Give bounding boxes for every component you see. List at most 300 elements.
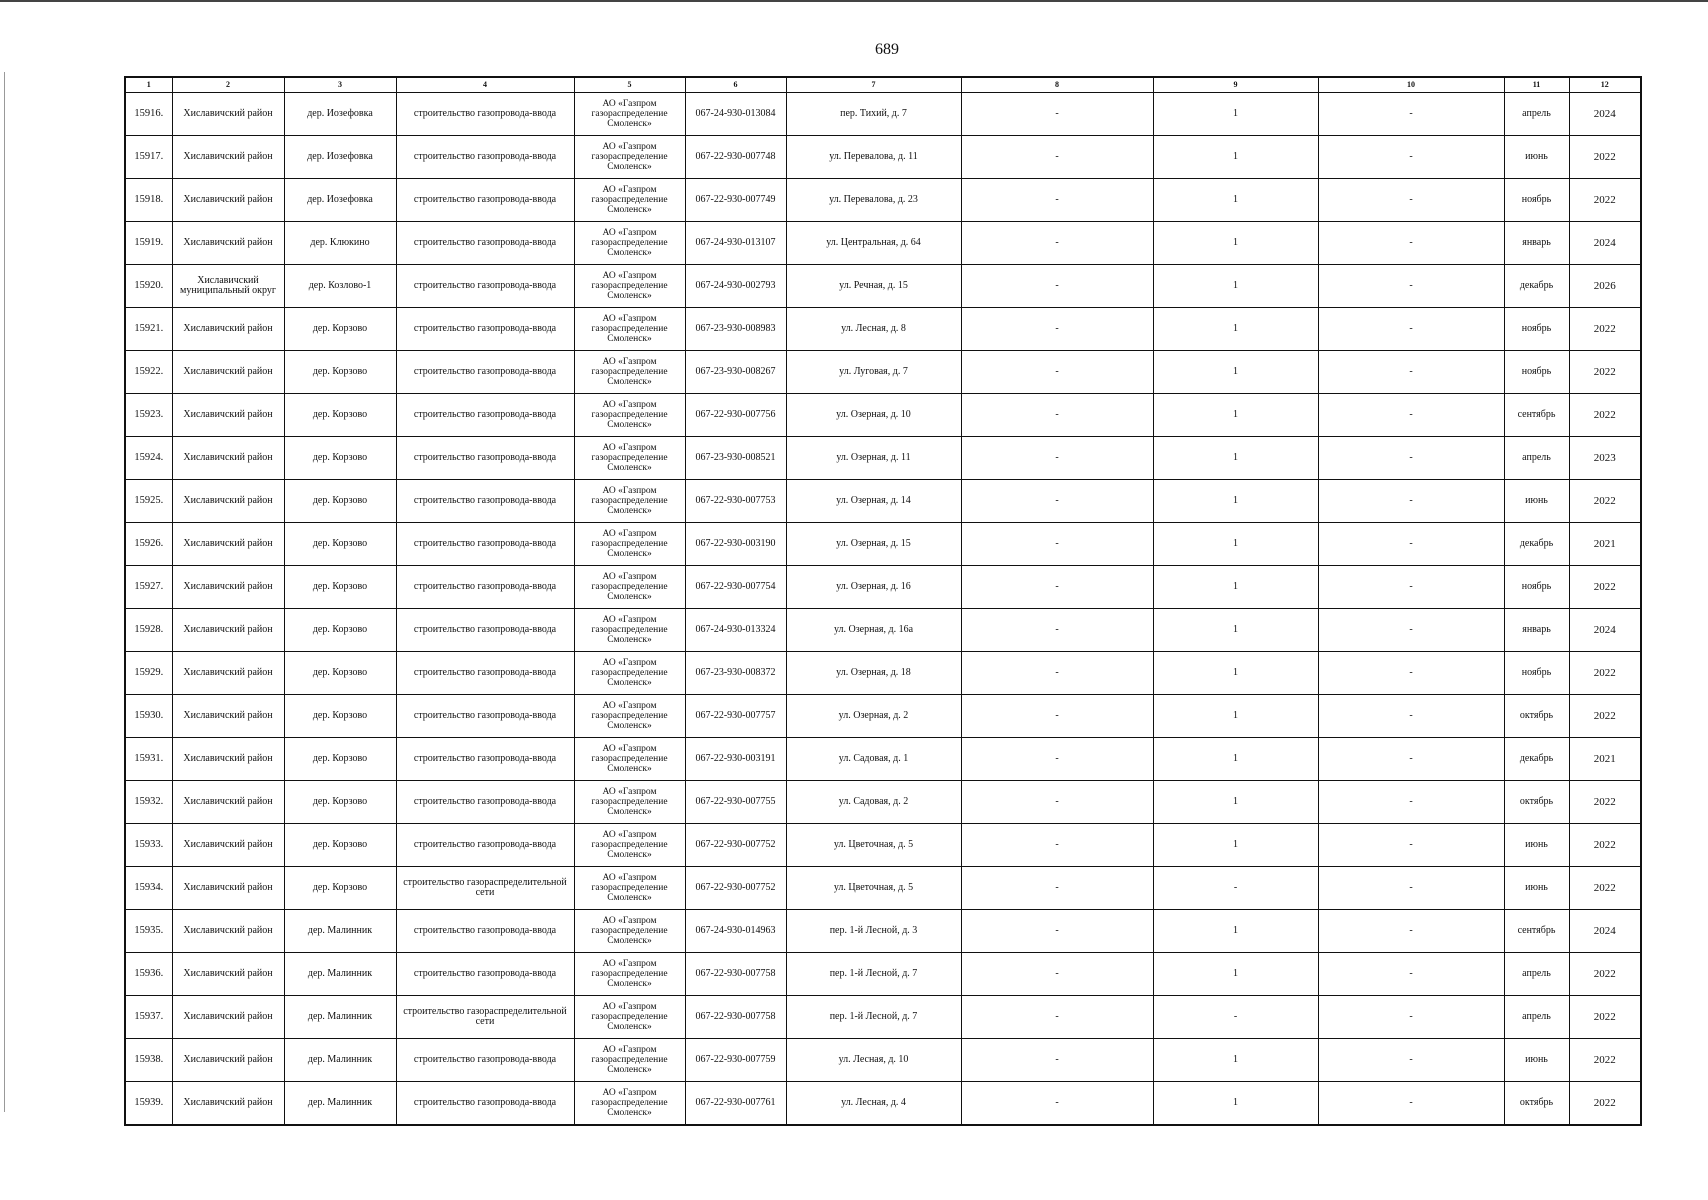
- month-cell: ноябрь: [1504, 652, 1569, 695]
- object-code-cell: 067-22-930-007761: [685, 1082, 786, 1126]
- address-cell: пер. 1-й Лесной, д. 7: [786, 996, 961, 1039]
- col8-cell: -: [961, 609, 1153, 652]
- address-cell: пер. 1-й Лесной, д. 7: [786, 953, 961, 996]
- settlement-cell: дер. Клюкино: [284, 222, 396, 265]
- col8-cell: -: [961, 996, 1153, 1039]
- address-cell: ул. Цветочная, д. 5: [786, 867, 961, 910]
- col10-cell: -: [1318, 652, 1504, 695]
- object-code-cell: 067-22-930-007748: [685, 136, 786, 179]
- year-cell: 2024: [1569, 222, 1641, 265]
- month-cell: ноябрь: [1504, 351, 1569, 394]
- district-cell: Хиславичский район: [172, 480, 284, 523]
- district-cell: Хиславичский район: [172, 824, 284, 867]
- col9-cell: 1: [1153, 351, 1318, 394]
- col9-cell: 1: [1153, 222, 1318, 265]
- col8-cell: -: [961, 781, 1153, 824]
- col9-cell: 1: [1153, 480, 1318, 523]
- table-row: [125, 1039, 1641, 1082]
- table-row: [125, 953, 1641, 996]
- table-row: [125, 996, 1641, 1039]
- work-type-cell: строительство газопровода-ввода: [396, 953, 574, 996]
- col9-cell: 1: [1153, 738, 1318, 781]
- object-code-cell: 067-22-930-003191: [685, 738, 786, 781]
- settlement-cell: дер. Корзово: [284, 308, 396, 351]
- district-cell: Хиславичский район: [172, 437, 284, 480]
- year-cell: 2022: [1569, 996, 1641, 1039]
- col8-cell: -: [961, 437, 1153, 480]
- settlement-cell: дер. Корзово: [284, 394, 396, 437]
- col10-cell: -: [1318, 781, 1504, 824]
- month-cell: ноябрь: [1504, 179, 1569, 222]
- col10-cell: -: [1318, 1082, 1504, 1126]
- object-code-cell: 067-24-930-014963: [685, 910, 786, 953]
- settlement-cell: дер. Иозефовка: [284, 136, 396, 179]
- address-cell: ул. Лесная, д. 10: [786, 1039, 961, 1082]
- col8-cell: -: [961, 910, 1153, 953]
- table-row: [125, 566, 1641, 609]
- organization-cell: АО «Газпром газораспределение Смоленск»: [574, 523, 685, 566]
- settlement-cell: дер. Корзово: [284, 523, 396, 566]
- district-cell: Хиславичский район: [172, 179, 284, 222]
- table-row: [125, 867, 1641, 910]
- col10-cell: -: [1318, 867, 1504, 910]
- object-code-cell: 067-22-930-007752: [685, 824, 786, 867]
- row-number-cell: 15922.: [125, 351, 172, 394]
- col9-cell: 1: [1153, 308, 1318, 351]
- row-number-cell: 15937.: [125, 996, 172, 1039]
- table-row: [125, 738, 1641, 781]
- month-cell: январь: [1504, 609, 1569, 652]
- settlement-cell: дер. Корзово: [284, 695, 396, 738]
- row-number-cell: 15926.: [125, 523, 172, 566]
- settlement-cell: дер. Корзово: [284, 351, 396, 394]
- work-type-cell: строительство газопровода-ввода: [396, 609, 574, 652]
- object-code-cell: 067-22-930-007758: [685, 953, 786, 996]
- organization-cell: АО «Газпром газораспределение Смоленск»: [574, 480, 685, 523]
- col8-cell: -: [961, 93, 1153, 136]
- column-header: 10: [1318, 77, 1504, 93]
- year-cell: 2026: [1569, 265, 1641, 308]
- work-type-cell: строительство газопровода-ввода: [396, 910, 574, 953]
- month-cell: декабрь: [1504, 738, 1569, 781]
- col9-cell: -: [1153, 996, 1318, 1039]
- col9-cell: 1: [1153, 136, 1318, 179]
- settlement-cell: дер. Малинник: [284, 1082, 396, 1126]
- column-header: 1: [125, 77, 172, 93]
- year-cell: 2024: [1569, 93, 1641, 136]
- district-cell: Хиславичский район: [172, 738, 284, 781]
- year-cell: 2022: [1569, 781, 1641, 824]
- page-top-edge: [0, 0, 1708, 2]
- month-cell: декабрь: [1504, 523, 1569, 566]
- address-cell: пер. 1-й Лесной, д. 3: [786, 910, 961, 953]
- row-number-cell: 15933.: [125, 824, 172, 867]
- work-type-cell: строительство газопровода-ввода: [396, 480, 574, 523]
- col10-cell: -: [1318, 222, 1504, 265]
- district-cell: Хиславичский район: [172, 910, 284, 953]
- district-cell: Хиславичский район: [172, 1039, 284, 1082]
- col8-cell: -: [961, 351, 1153, 394]
- col8-cell: -: [961, 1082, 1153, 1126]
- year-cell: 2022: [1569, 867, 1641, 910]
- table-row: [125, 136, 1641, 179]
- col8-cell: -: [961, 136, 1153, 179]
- column-header: 2: [172, 77, 284, 93]
- col9-cell: 1: [1153, 93, 1318, 136]
- address-cell: ул. Садовая, д. 1: [786, 738, 961, 781]
- table-row: [125, 351, 1641, 394]
- row-number-cell: 15921.: [125, 308, 172, 351]
- col8-cell: -: [961, 265, 1153, 308]
- organization-cell: АО «Газпром газораспределение Смоленск»: [574, 308, 685, 351]
- object-code-cell: 067-22-930-007756: [685, 394, 786, 437]
- work-type-cell: строительство газопровода-ввода: [396, 394, 574, 437]
- row-number-cell: 15920.: [125, 265, 172, 308]
- row-number-cell: 15934.: [125, 867, 172, 910]
- table-body: [125, 93, 1641, 1126]
- district-cell: Хиславичский район: [172, 523, 284, 566]
- month-cell: декабрь: [1504, 265, 1569, 308]
- row-number-cell: 15918.: [125, 179, 172, 222]
- year-cell: 2022: [1569, 1039, 1641, 1082]
- row-number-cell: 15932.: [125, 781, 172, 824]
- district-cell: Хиславичский район: [172, 996, 284, 1039]
- column-header: 9: [1153, 77, 1318, 93]
- col9-cell: 1: [1153, 1039, 1318, 1082]
- year-cell: 2022: [1569, 1082, 1641, 1126]
- table-row: [125, 910, 1641, 953]
- column-header: 8: [961, 77, 1153, 93]
- work-type-cell: строительство газопровода-ввода: [396, 351, 574, 394]
- settlement-cell: дер. Иозефовка: [284, 93, 396, 136]
- month-cell: октябрь: [1504, 695, 1569, 738]
- month-cell: октябрь: [1504, 781, 1569, 824]
- district-cell: Хиславичский район: [172, 695, 284, 738]
- year-cell: 2024: [1569, 910, 1641, 953]
- object-code-cell: 067-24-930-013107: [685, 222, 786, 265]
- object-code-cell: 067-24-930-002793: [685, 265, 786, 308]
- col9-cell: 1: [1153, 910, 1318, 953]
- col9-cell: 1: [1153, 652, 1318, 695]
- organization-cell: АО «Газпром газораспределение Смоленск»: [574, 179, 685, 222]
- month-cell: июнь: [1504, 824, 1569, 867]
- year-cell: 2023: [1569, 437, 1641, 480]
- settlement-cell: дер. Корзово: [284, 781, 396, 824]
- year-cell: 2024: [1569, 609, 1641, 652]
- column-header: 11: [1504, 77, 1569, 93]
- object-code-cell: 067-22-930-007753: [685, 480, 786, 523]
- work-type-cell: строительство газопровода-ввода: [396, 265, 574, 308]
- organization-cell: АО «Газпром газораспределение Смоленск»: [574, 738, 685, 781]
- row-number-cell: 15929.: [125, 652, 172, 695]
- organization-cell: АО «Газпром газораспределение Смоленск»: [574, 136, 685, 179]
- object-code-cell: 067-22-930-007755: [685, 781, 786, 824]
- work-type-cell: строительство газопровода-ввода: [396, 695, 574, 738]
- object-code-cell: 067-23-930-008521: [685, 437, 786, 480]
- col9-cell: 1: [1153, 523, 1318, 566]
- object-code-cell: 067-23-930-008372: [685, 652, 786, 695]
- table-row: [125, 781, 1641, 824]
- col10-cell: -: [1318, 136, 1504, 179]
- col9-cell: 1: [1153, 394, 1318, 437]
- settlement-cell: дер. Иозефовка: [284, 179, 396, 222]
- month-cell: январь: [1504, 222, 1569, 265]
- col10-cell: -: [1318, 695, 1504, 738]
- address-cell: ул. Лесная, д. 4: [786, 1082, 961, 1126]
- district-cell: Хиславичский район: [172, 308, 284, 351]
- row-number-cell: 15939.: [125, 1082, 172, 1126]
- month-cell: сентябрь: [1504, 394, 1569, 437]
- settlement-cell: дер. Корзово: [284, 824, 396, 867]
- district-cell: Хиславичский район: [172, 93, 284, 136]
- address-cell: ул. Озерная, д. 15: [786, 523, 961, 566]
- address-cell: ул. Перевалова, д. 23: [786, 179, 961, 222]
- object-code-cell: 067-22-930-003190: [685, 523, 786, 566]
- month-cell: июнь: [1504, 136, 1569, 179]
- col10-cell: -: [1318, 351, 1504, 394]
- organization-cell: АО «Газпром газораспределение Смоленск»: [574, 695, 685, 738]
- district-cell: Хиславичский район: [172, 351, 284, 394]
- table-row: [125, 437, 1641, 480]
- month-cell: апрель: [1504, 93, 1569, 136]
- address-cell: ул. Озерная, д. 2: [786, 695, 961, 738]
- work-type-cell: строительство газопровода-ввода: [396, 437, 574, 480]
- district-cell: Хиславичский муниципальный округ: [172, 265, 284, 308]
- col10-cell: -: [1318, 265, 1504, 308]
- col10-cell: -: [1318, 437, 1504, 480]
- month-cell: апрель: [1504, 996, 1569, 1039]
- col8-cell: -: [961, 523, 1153, 566]
- object-code-cell: 067-22-930-007757: [685, 695, 786, 738]
- year-cell: 2022: [1569, 480, 1641, 523]
- work-type-cell: строительство газопровода-ввода: [396, 738, 574, 781]
- district-cell: Хиславичский район: [172, 652, 284, 695]
- table-row: [125, 265, 1641, 308]
- address-cell: ул. Озерная, д. 10: [786, 394, 961, 437]
- column-header: 12: [1569, 77, 1641, 93]
- work-type-cell: строительство газопровода-ввода: [396, 566, 574, 609]
- work-type-cell: строительство газораспределительной сети: [396, 996, 574, 1039]
- district-cell: Хиславичский район: [172, 394, 284, 437]
- month-cell: ноябрь: [1504, 566, 1569, 609]
- col10-cell: -: [1318, 824, 1504, 867]
- object-code-cell: 067-22-930-007758: [685, 996, 786, 1039]
- work-type-cell: строительство газопровода-ввода: [396, 308, 574, 351]
- district-cell: Хиславичский район: [172, 781, 284, 824]
- year-cell: 2022: [1569, 824, 1641, 867]
- organization-cell: АО «Газпром газораспределение Смоленск»: [574, 867, 685, 910]
- col9-cell: 1: [1153, 953, 1318, 996]
- row-number-cell: 15930.: [125, 695, 172, 738]
- object-code-cell: 067-23-930-008983: [685, 308, 786, 351]
- col8-cell: -: [961, 222, 1153, 265]
- year-cell: 2022: [1569, 953, 1641, 996]
- col10-cell: -: [1318, 910, 1504, 953]
- settlement-cell: дер. Корзово: [284, 738, 396, 781]
- address-cell: ул. Перевалова, д. 11: [786, 136, 961, 179]
- col8-cell: -: [961, 394, 1153, 437]
- address-cell: ул. Озерная, д. 16а: [786, 609, 961, 652]
- district-cell: Хиславичский район: [172, 1082, 284, 1126]
- col9-cell: 1: [1153, 695, 1318, 738]
- organization-cell: АО «Газпром газораспределение Смоленск»: [574, 996, 685, 1039]
- table-row: [125, 93, 1641, 136]
- settlement-cell: дер. Корзово: [284, 480, 396, 523]
- month-cell: июнь: [1504, 480, 1569, 523]
- col10-cell: -: [1318, 953, 1504, 996]
- col8-cell: -: [961, 480, 1153, 523]
- row-number-cell: 15928.: [125, 609, 172, 652]
- table-row: [125, 609, 1641, 652]
- settlement-cell: дер. Малинник: [284, 1039, 396, 1082]
- column-header: 6: [685, 77, 786, 93]
- object-code-cell: 067-23-930-008267: [685, 351, 786, 394]
- table-row: [125, 308, 1641, 351]
- table-row: [125, 1082, 1641, 1126]
- table-row: [125, 222, 1641, 265]
- work-type-cell: строительство газопровода-ввода: [396, 1039, 574, 1082]
- organization-cell: АО «Газпром газораспределение Смоленск»: [574, 265, 685, 308]
- table-row: [125, 652, 1641, 695]
- col8-cell: -: [961, 308, 1153, 351]
- district-cell: Хиславичский район: [172, 566, 284, 609]
- object-code-cell: 067-22-930-007752: [685, 867, 786, 910]
- column-header: 5: [574, 77, 685, 93]
- row-number-cell: 15917.: [125, 136, 172, 179]
- col10-cell: -: [1318, 308, 1504, 351]
- district-cell: Хиславичский район: [172, 953, 284, 996]
- column-header: 7: [786, 77, 961, 93]
- address-cell: ул. Озерная, д. 16: [786, 566, 961, 609]
- organization-cell: АО «Газпром газораспределение Смоленск»: [574, 222, 685, 265]
- work-type-cell: строительство газопровода-ввода: [396, 1082, 574, 1126]
- settlement-cell: дер. Корзово: [284, 566, 396, 609]
- year-cell: 2022: [1569, 351, 1641, 394]
- organization-cell: АО «Газпром газораспределение Смоленск»: [574, 394, 685, 437]
- organization-cell: АО «Газпром газораспределение Смоленск»: [574, 437, 685, 480]
- col10-cell: -: [1318, 179, 1504, 222]
- year-cell: 2022: [1569, 695, 1641, 738]
- organization-cell: АО «Газпром газораспределение Смоленск»: [574, 781, 685, 824]
- work-type-cell: строительство газопровода-ввода: [396, 824, 574, 867]
- table-row: [125, 523, 1641, 566]
- table-row: [125, 179, 1641, 222]
- address-cell: ул. Центральная, д. 64: [786, 222, 961, 265]
- settlement-cell: дер. Малинник: [284, 910, 396, 953]
- table-row: [125, 824, 1641, 867]
- organization-cell: АО «Газпром газораспределение Смоленск»: [574, 93, 685, 136]
- organization-cell: АО «Газпром газораспределение Смоленск»: [574, 824, 685, 867]
- col9-cell: 1: [1153, 781, 1318, 824]
- month-cell: апрель: [1504, 953, 1569, 996]
- address-cell: ул. Садовая, д. 2: [786, 781, 961, 824]
- col10-cell: -: [1318, 1039, 1504, 1082]
- address-cell: ул. Речная, д. 15: [786, 265, 961, 308]
- work-type-cell: строительство газопровода-ввода: [396, 523, 574, 566]
- col8-cell: -: [961, 1039, 1153, 1082]
- organization-cell: АО «Газпром газораспределение Смоленск»: [574, 609, 685, 652]
- month-cell: июнь: [1504, 1039, 1569, 1082]
- col8-cell: -: [961, 566, 1153, 609]
- table-row: [125, 394, 1641, 437]
- table-row: [125, 695, 1641, 738]
- organization-cell: АО «Газпром газораспределение Смоленск»: [574, 652, 685, 695]
- col8-cell: -: [961, 953, 1153, 996]
- settlement-cell: дер. Корзово: [284, 437, 396, 480]
- col9-cell: 1: [1153, 179, 1318, 222]
- page-left-edge: [4, 72, 5, 1112]
- work-type-cell: строительство газопровода-ввода: [396, 781, 574, 824]
- settlement-cell: дер. Корзово: [284, 652, 396, 695]
- col10-cell: -: [1318, 609, 1504, 652]
- col9-cell: -: [1153, 867, 1318, 910]
- col9-cell: 1: [1153, 265, 1318, 308]
- month-cell: апрель: [1504, 437, 1569, 480]
- col9-cell: 1: [1153, 566, 1318, 609]
- district-cell: Хиславичский район: [172, 222, 284, 265]
- work-type-cell: строительство газопровода-ввода: [396, 222, 574, 265]
- month-cell: июнь: [1504, 867, 1569, 910]
- col8-cell: -: [961, 824, 1153, 867]
- row-number-cell: 15935.: [125, 910, 172, 953]
- col9-cell: 1: [1153, 609, 1318, 652]
- column-number-row: [125, 77, 1641, 93]
- district-cell: Хиславичский район: [172, 136, 284, 179]
- year-cell: 2022: [1569, 179, 1641, 222]
- month-cell: ноябрь: [1504, 308, 1569, 351]
- settlement-cell: дер. Малинник: [284, 953, 396, 996]
- organization-cell: АО «Газпром газораспределение Смоленск»: [574, 1039, 685, 1082]
- address-cell: ул. Цветочная, д. 5: [786, 824, 961, 867]
- col8-cell: -: [961, 867, 1153, 910]
- work-type-cell: строительство газопровода-ввода: [396, 179, 574, 222]
- address-cell: ул. Лесная, д. 8: [786, 308, 961, 351]
- organization-cell: АО «Газпром газораспределение Смоленск»: [574, 953, 685, 996]
- col10-cell: -: [1318, 523, 1504, 566]
- address-cell: ул. Озерная, д. 18: [786, 652, 961, 695]
- row-number-cell: 15938.: [125, 1039, 172, 1082]
- settlement-cell: дер. Корзово: [284, 609, 396, 652]
- object-code-cell: 067-22-930-007749: [685, 179, 786, 222]
- col10-cell: -: [1318, 738, 1504, 781]
- col9-cell: 1: [1153, 824, 1318, 867]
- year-cell: 2022: [1569, 566, 1641, 609]
- organization-cell: АО «Газпром газораспределение Смоленск»: [574, 566, 685, 609]
- row-number-cell: 15925.: [125, 480, 172, 523]
- year-cell: 2022: [1569, 136, 1641, 179]
- col8-cell: -: [961, 695, 1153, 738]
- object-code-cell: 067-24-930-013084: [685, 93, 786, 136]
- col8-cell: -: [961, 738, 1153, 781]
- year-cell: 2021: [1569, 738, 1641, 781]
- col10-cell: -: [1318, 566, 1504, 609]
- row-number-cell: 15924.: [125, 437, 172, 480]
- district-cell: Хиславичский район: [172, 867, 284, 910]
- object-code-cell: 067-22-930-007759: [685, 1039, 786, 1082]
- address-cell: ул. Озерная, д. 14: [786, 480, 961, 523]
- address-cell: пер. Тихий, д. 7: [786, 93, 961, 136]
- organization-cell: АО «Газпром газораспределение Смоленск»: [574, 910, 685, 953]
- object-code-cell: 067-24-930-013324: [685, 609, 786, 652]
- year-cell: 2022: [1569, 394, 1641, 437]
- col9-cell: 1: [1153, 1082, 1318, 1126]
- gasification-schedule-table: [124, 76, 1642, 1126]
- district-cell: Хиславичский район: [172, 609, 284, 652]
- row-number-cell: 15923.: [125, 394, 172, 437]
- settlement-cell: дер. Корзово: [284, 867, 396, 910]
- column-header: 4: [396, 77, 574, 93]
- table-row: [125, 480, 1641, 523]
